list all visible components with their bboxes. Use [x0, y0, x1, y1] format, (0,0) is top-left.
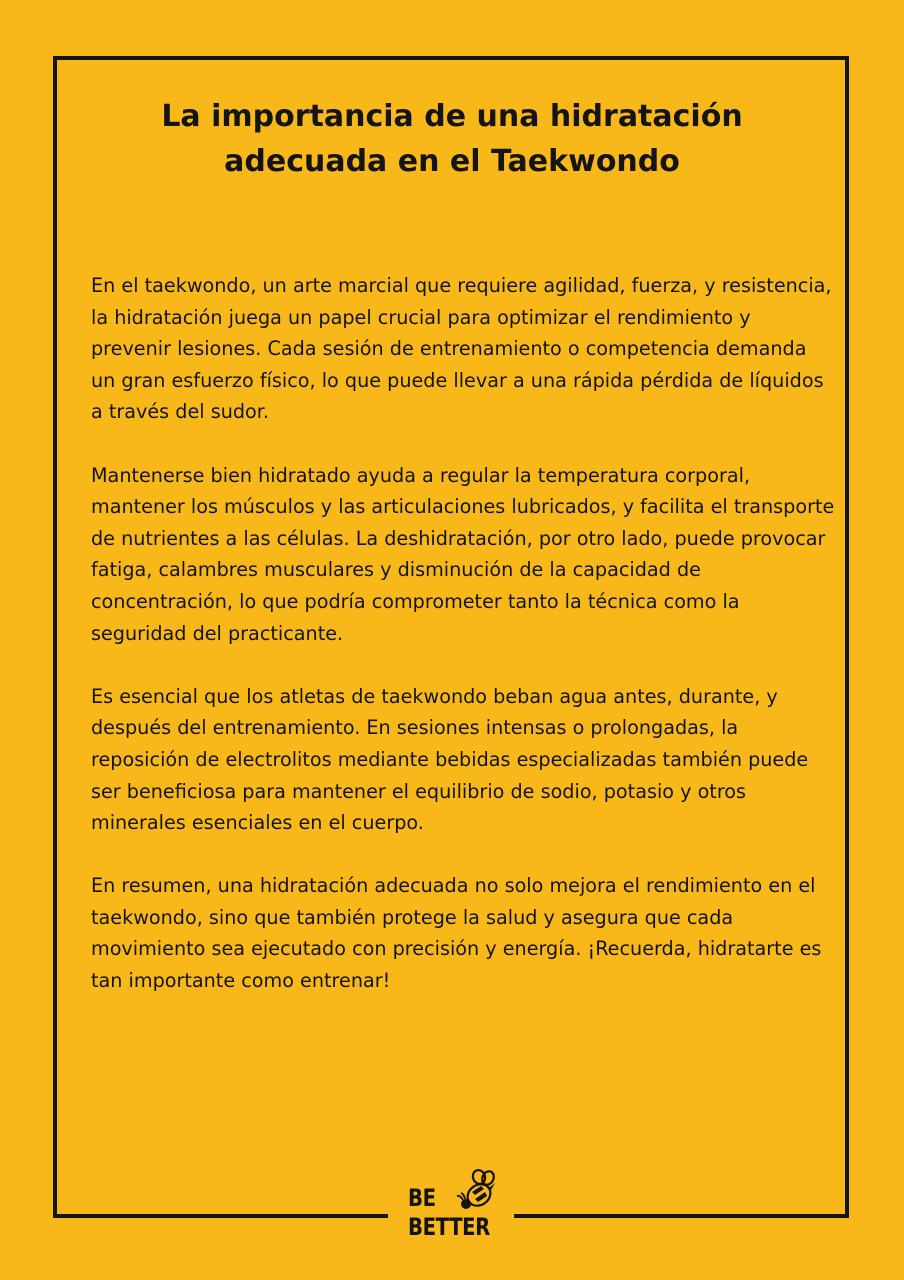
logo-line-1: BE — [408, 1184, 436, 1212]
paragraph-2: Mantenerse bien hidratado ayuda a regular la temperatura corporal, mantener los músculos y las articulaciones lubricados, y facilita el transporte de nutrientes a las células. La deshidratación, por otro lado, puede provocar fatiga, calambres musculares y disminución de la capacidad de concentración, lo que podría comprometer tanto la técnica como la seguridad del practicante. — [91, 463, 835, 645]
title-line-2: adecuada en el Taekwondo — [224, 144, 680, 179]
bee-icon — [454, 1168, 500, 1212]
title-line-1: La importancia de una hidratación — [161, 99, 743, 134]
page-title — [80, 94, 824, 184]
paragraph-3: Es esencial que los atletas de taekwondo beban agua antes, durante, y después del entrenamiento. En sesiones intensas o prolongadas, la reposición de electrolitos mediante bebidas especializadas también puede ser beneficiosa para mantener el equilibrio de sodio, potasio y otros minerales esenciales en el cuerpo. — [91, 684, 809, 835]
paragraph-4: En resumen, una hidratación adecuada no solo mejora el rendimiento en el taekwondo, sino que también protege la salud y asegura que cada movimiento sea ejecutado con precisión y energía. ¡Recuerda, hidratarte es tan importante como entrenar! — [91, 874, 822, 993]
logo-line-2: BETTER — [408, 1213, 490, 1241]
article-body — [91, 270, 836, 1028]
be-better-logo — [408, 1168, 508, 1250]
paragraph-1: En el taekwondo, un arte marcial que requiere agilidad, fuerza, y resistencia, la hidratación juega un papel crucial para optimizar el rendimiento y prevenir lesiones. Cada sesión de entrenamiento o competencia demanda un gran esfuerzo físico, lo que puede llevar a una rápida pérdida de líquidos a través del sudor. — [91, 274, 832, 424]
